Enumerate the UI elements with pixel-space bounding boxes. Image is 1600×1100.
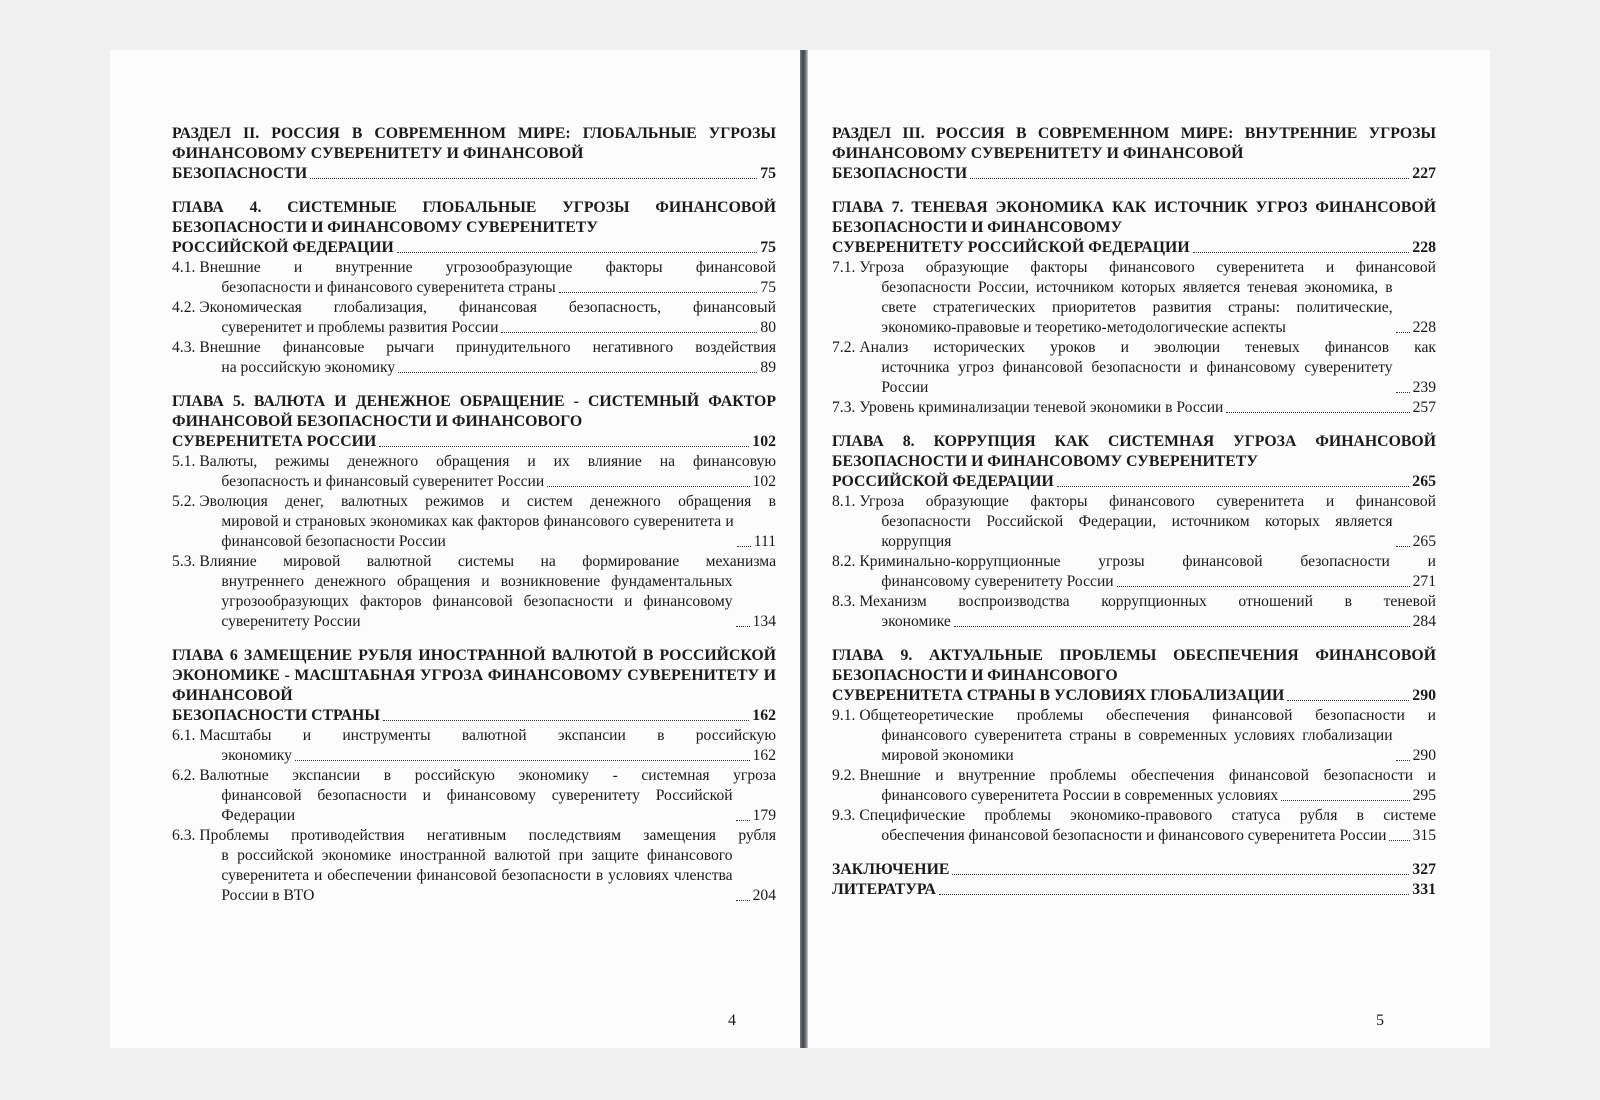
dot-leader [1193,252,1410,253]
toc-heading-last-line: СУВЕРЕНИТЕТА СТРАНЫ В УСЛОВИЯХ ГЛОБАЛИЗАЦИИ [832,687,1285,704]
toc-heading [832,646,1436,706]
toc-subentry-continuation [859,826,1436,846]
toc-subentry-number: 5.1. [172,453,196,470]
toc-heading-text: ГЛАВА 5. ВАЛЮТА И ДЕНЕЖНОЕ ОБРАЩЕНИЕ - СИСТЕМНЫЙ ФАКТОР ФИНАНСОВОЙ БЕЗОПАСНОСТИ И ФИНАНСОВОГО [172,393,776,430]
toc-subentry-body [859,338,1436,398]
toc-page-ref: 315 [1412,827,1436,844]
toc-subentry-body [199,258,776,298]
toc-subentry-body [199,552,776,632]
toc-subentry[interactable] [172,552,776,632]
toc-subentry-title: Специфические проблемы экономико-правового статуса рубля в системе [859,807,1436,824]
toc-heading-last-line: СУВЕРЕНИТЕТУ РОССИЙСКОЙ ФЕДЕРАЦИИ [832,239,1190,256]
toc-page-ref: 75 [760,165,776,182]
dot-leader [1287,700,1409,701]
toc-subentry-title-cont: в российской экономике иностранной валютой при защите финансового суверенитета и обеспечении финансовой безопасности в условиях членства России в ВТО [221,847,733,904]
toc-subentry-continuation [859,572,1436,592]
toc-subentry[interactable] [172,298,776,338]
toc-section [832,124,1436,184]
toc-subentry-title-cont: экономике [881,613,951,630]
toc-heading-entry[interactable] [172,432,776,452]
right-page-number: 5 [1376,1012,1384,1029]
toc-subentry-title: Общетеоретические проблемы обеспечения финансовой безопасности и [859,707,1436,724]
toc-subentry-number: 7.3. [832,399,856,416]
toc-subentry-title: Внешние и внутренние угрозообразующие факторы финансовой [199,259,776,276]
toc-heading-last-line: СУВЕРЕНИТЕТА РОССИИ [172,433,377,450]
toc-page-ref: 111 [753,533,776,550]
toc-subentry-number: 7.1. [832,259,856,276]
toc-subentry-title: Валютные экспансии в российскую экономику - системная угроза [199,767,776,784]
toc-heading-entry[interactable] [832,686,1436,706]
toc-page-ref: 239 [1412,379,1436,396]
toc-subentry-title-cont: мировой и страновых экономиках как факторов финансового суверенитета и финансовой безопасности России [221,513,734,550]
dot-leader [559,292,758,293]
toc-subentry-title-cont: финансового суверенитета России в современных условиях [881,787,1279,804]
toc-subentry-title: Анализ исторических уроков и эволюции теневых финансов как [859,339,1436,356]
toc-subentry-title: Механизм воспроизводства коррупционных отношений в теневой [859,593,1436,610]
toc-page-ref: 327 [1412,861,1436,878]
toc-heading-entry[interactable] [832,164,1436,184]
toc-page-ref: 295 [1412,787,1436,804]
toc-page-ref: 162 [752,707,776,724]
toc-subentry-number: 5.3. [172,553,196,570]
toc-heading [172,646,776,726]
dot-leader [501,332,757,333]
toc-heading-entry[interactable] [172,238,776,258]
toc-heading-text: ГЛАВА 7. ТЕНЕВАЯ ЭКОНОМИКА КАК ИСТОЧНИК УГРОЗ ФИНАНСОВОЙ БЕЗОПАСНОСТИ И ФИНАНСОВОМУ [832,199,1436,236]
toc-subentry-body [199,826,776,906]
dot-leader [397,252,757,253]
toc-subentry-line [881,786,1436,806]
right-page-toc [832,124,1436,914]
toc-heading [832,880,1436,900]
toc-subentry-title: Внешние финансовые рычаги принудительного негативного воздействия [199,339,776,356]
toc-page-ref: 290 [1412,687,1436,704]
toc-section [172,392,776,632]
toc-heading-entry[interactable] [172,164,776,184]
toc-subentry-body [199,298,776,338]
toc-subentry[interactable] [832,806,1436,846]
toc-subentry-title-cont: экономику [221,747,292,764]
toc-subentry-body [199,766,776,826]
toc-subentry-number: 7.2. [832,339,856,356]
toc-subentry-title-cont: обеспечения финансовой безопасности и финансового суверенитета России [881,827,1387,844]
toc-subentry[interactable] [832,552,1436,592]
dot-leader [970,178,1409,179]
toc-heading-last-line: РОССИЙСКОЙ ФЕДЕРАЦИИ [172,239,394,256]
toc-heading [832,124,1436,184]
toc-subentry-title-cont: безопасность и финансовый суверенитет России [221,473,545,490]
toc-subentry-title: Проблемы противодействия негативным последствиям замещения рубля [199,827,776,844]
dot-leader [295,760,750,761]
toc-page-ref: 134 [752,613,776,630]
toc-heading [832,432,1436,492]
toc-subentry-line [859,398,1436,418]
toc-page-ref: 162 [752,747,776,764]
toc-subentry-title: Криминально-коррупционные угрозы финансовой безопасности и [859,553,1436,570]
book-spine [800,50,808,1048]
toc-subentry-title-cont: на российскую экономику [221,359,396,376]
toc-subentry[interactable] [172,726,776,766]
toc-heading-last-line: РОССИЙСКОЙ ФЕДЕРАЦИИ [832,473,1054,490]
toc-subentry-line [881,358,1436,398]
toc-page-ref: 284 [1412,613,1436,630]
toc-subentry-number: 6.2. [172,767,196,784]
toc-heading [172,392,776,452]
toc-page-ref: 227 [1412,165,1436,182]
toc-subentry-body [199,726,776,766]
toc-subentry-continuation [199,746,776,766]
toc-subentry-number: 6.3. [172,827,196,844]
toc-subentry-body [199,452,776,492]
toc-page-ref: 228 [1412,239,1436,256]
toc-subentry-line [881,278,1436,338]
toc-subentry-title-cont: безопасности Российской Федерации, источником которых является коррупция [881,513,1393,550]
toc-page-ref: 271 [1412,573,1436,590]
toc-subentry-title-cont: финансовой безопасности и финансовому суверенитету Российской Федерации [221,787,733,824]
toc-subentry-title-cont: безопасности России, источником которых является теневая экономика, в свете стратегических приоритетов развития страны: политические, экономико-правовые и теоретико-методологические аспекты [881,279,1393,336]
toc-page-ref: 102 [752,433,776,450]
toc-heading-entry[interactable] [172,706,776,726]
toc-subentry-continuation [199,358,776,378]
toc-subentry[interactable] [832,592,1436,632]
toc-subentry-line [221,512,776,552]
toc-subentry-number: 8.3. [832,593,856,610]
toc-heading-entry[interactable] [832,860,1436,880]
toc-subentry-line [221,358,776,378]
toc-subentry[interactable] [832,258,1436,338]
dot-leader [310,178,757,179]
toc-subentry-body [859,706,1436,766]
toc-subentry-title: Угроза образующие факторы финансового суверенитета и финансовой [859,259,1436,276]
toc-subentry-title: Эволюция денег, валютных режимов и систем денежного обращения в [199,493,776,510]
toc-heading [172,124,776,184]
toc-heading-text: РАЗДЕЛ III. РОССИЯ В СОВРЕМЕННОМ МИРЕ: ВНУТРЕННИЕ УГРОЗЫ ФИНАНСОВОМУ СУВЕРЕНИТЕТУ И ФИНАНСОВОЙ [832,125,1436,162]
toc-heading-text: ГЛАВА 8. КОРРУПЦИЯ КАК СИСТЕМНАЯ УГРОЗА ФИНАНСОВОЙ БЕЗОПАСНОСТИ И ФИНАНСОВОМУ СУВЕРЕНИТЕТУ [832,433,1436,470]
toc-subentry-continuation [859,358,1436,398]
toc-subentry-line [221,846,776,906]
toc-section [832,860,1436,880]
toc-subentry-body [199,338,776,378]
toc-page-ref: 75 [760,239,776,256]
toc-subentry-body [859,398,1436,418]
toc-heading-entry[interactable] [832,880,1436,900]
toc-page-ref: 75 [760,279,776,296]
toc-subentry-line [221,278,776,298]
dot-leader [1396,332,1410,333]
toc-subentry-number: 9.1. [832,707,856,724]
toc-subentry-title-cont: источника угроз финансовой безопасности и финансовому суверенитету России [881,359,1393,396]
toc-subentry-line [881,726,1436,766]
toc-subentry[interactable] [832,398,1436,418]
dot-leader [736,820,750,821]
toc-subentry-line [881,512,1436,552]
toc-subentry-continuation [859,612,1436,632]
toc-subentry-number: 4.1. [172,259,196,276]
dot-leader [547,486,749,487]
toc-subentry-line [881,826,1436,846]
toc-subentry-title: Внешние и внутренние проблемы обеспечения финансовой безопасности и [859,767,1436,784]
toc-subentry-body [859,492,1436,552]
toc-subentry-number: 8.2. [832,553,856,570]
toc-page-ref: 265 [1412,533,1436,550]
toc-subentry-continuation [199,512,776,552]
left-page-toc [172,124,776,920]
toc-subentry-title: Угроза образующие факторы финансового суверенитета и финансовой [859,493,1436,510]
toc-page-ref: 102 [752,473,776,490]
toc-subentry-continuation [859,512,1436,552]
toc-subentry-continuation [199,318,776,338]
toc-subentry[interactable] [172,452,776,492]
toc-subentry-title: Экономическая глобализация, финансовая безопасность, финансовый [199,299,776,316]
toc-section [172,124,776,184]
toc-page-ref: 257 [1412,399,1436,416]
toc-subentry-title: Валюты, режимы денежного обращения и их влияние на финансовую [199,453,776,470]
toc-subentry-continuation [199,786,776,826]
toc-page-ref: 204 [752,887,776,904]
toc-subentry-continuation [199,278,776,298]
toc-subentry-title: Влияние мировой валютной системы на формирование механизма [199,553,776,570]
dot-leader [1396,546,1410,547]
toc-subentry-continuation [199,846,776,906]
dot-leader [1281,800,1409,801]
toc-heading-last-line: БЕЗОПАСНОСТИ [832,165,968,182]
toc-page-ref: 290 [1412,747,1436,764]
dot-leader [736,626,750,627]
toc-subentry-number: 9.2. [832,767,856,784]
toc-subentry[interactable] [172,766,776,826]
toc-page-ref: 331 [1412,881,1436,898]
toc-section [172,198,776,378]
dot-leader [954,626,1410,627]
toc-subentry[interactable] [832,706,1436,766]
toc-subentry-number: 5.2. [172,493,196,510]
toc-subentry-body [859,766,1436,806]
toc-heading-last-line: БЕЗОПАСНОСТИ СТРАНЫ [172,707,380,724]
toc-page-ref: 80 [760,319,776,336]
toc-subentry[interactable] [832,492,1436,552]
toc-subentry-line [881,612,1436,632]
toc-heading-text: РАЗДЕЛ II. РОССИЯ В СОВРЕМЕННОМ МИРЕ: ГЛОБАЛЬНЫЕ УГРОЗЫ ФИНАНСОВОМУ СУВЕРЕНИТЕТУ И ФИНАНСОВОЙ [172,125,776,162]
toc-section [172,646,776,906]
toc-subentry-continuation [859,726,1436,766]
dot-leader [737,546,751,547]
toc-subentry-number: 9.3. [832,807,856,824]
toc-subentry[interactable] [832,766,1436,806]
toc-subentry-title-cont: суверенитет и проблемы развития России [221,319,499,336]
toc-subentry[interactable] [172,492,776,552]
toc-subentry-line [881,572,1436,592]
dot-leader [952,874,1409,875]
dot-leader [1226,412,1409,413]
dot-leader [736,900,750,901]
toc-section [832,646,1436,846]
toc-subentry-line [221,472,776,492]
toc-section [832,432,1436,632]
dot-leader [1057,486,1409,487]
dot-leader [1117,586,1410,587]
toc-subentry-body [859,806,1436,846]
toc-page-ref: 228 [1412,319,1436,336]
toc-heading-entry[interactable] [832,238,1436,258]
toc-subentry-title-cont: финансовому суверенитету России [881,573,1114,590]
toc-heading-last-line: БЕЗОПАСНОСТИ [172,165,308,182]
dot-leader [1396,392,1410,393]
toc-page-ref: 89 [760,359,776,376]
toc-section [832,880,1436,900]
toc-heading-entry[interactable] [832,472,1436,492]
toc-subentry-number: 4.2. [172,299,196,316]
toc-subentry-title: Уровень криминализации теневой экономики в России [859,399,1224,416]
toc-subentry-line [221,572,776,632]
toc-heading [172,198,776,258]
toc-subentry-body [859,552,1436,592]
dot-leader [398,372,757,373]
toc-subentry-continuation [199,472,776,492]
toc-heading-last-line: ЛИТЕРАТУРА [832,881,936,898]
toc-heading-text: ГЛАВА 4. СИСТЕМНЫЕ ГЛОБАЛЬНЫЕ УГРОЗЫ ФИНАНСОВОЙ БЕЗОПАСНОСТИ И ФИНАНСОВОМУ СУВЕРЕНИТЕТУ [172,199,776,236]
toc-subentry-number: 4.3. [172,339,196,356]
toc-heading-last-line: ЗАКЛЮЧЕНИЕ [832,861,950,878]
toc-subentry-body [199,492,776,552]
toc-subentry-continuation [199,572,776,632]
toc-subentry-line [221,318,776,338]
toc-section [832,198,1436,418]
toc-subentry-title: Масштабы и инструменты валютной экспансии в российскую [199,727,776,744]
dot-leader [939,894,1409,895]
toc-subentry[interactable] [832,338,1436,398]
toc-subentry-title-cont: финансового суверенитета страны в современных условиях глобализации мировой экономики [881,727,1393,764]
toc-subentry[interactable] [172,826,776,906]
toc-subentry-line [221,746,776,766]
toc-heading-text: ГЛАВА 9. АКТУАЛЬНЫЕ ПРОБЛЕМЫ ОБЕСПЕЧЕНИЯ ФИНАНСОВОЙ БЕЗОПАСНОСТИ И ФИНАНСОВОГО [832,647,1436,684]
toc-subentry-continuation [859,786,1436,806]
toc-subentry[interactable] [172,338,776,378]
toc-page-ref: 179 [752,807,776,824]
toc-subentry-body [859,258,1436,338]
toc-heading-text: ГЛАВА 6 ЗАМЕЩЕНИЕ РУБЛЯ ИНОСТРАННОЙ ВАЛЮТОЙ В РОССИЙСКОЙ ЭКОНОМИКЕ - МАСШТАБНАЯ УГРОЗА ФИНАНСОВОМУ СУВЕРЕНИТЕТУ И ФИНАНСОВОЙ [172,647,776,704]
dot-leader [383,720,749,721]
toc-subentry-title-cont: безопасности и финансового суверенитета страны [221,279,556,296]
toc-subentry[interactable] [172,258,776,298]
toc-subentry-line [221,786,776,826]
toc-subentry-body [859,592,1436,632]
toc-page-ref: 265 [1412,473,1436,490]
toc-heading [832,860,1436,880]
dot-leader [1389,840,1409,841]
toc-heading [832,198,1436,258]
dot-leader [379,446,749,447]
toc-subentry-title-cont: внутреннего денежного обращения и возникновение фундаментальных угрозообразующих факторов финансовой безопасности и финансовому суверенитету России [221,573,733,630]
toc-subentry-number: 8.1. [832,493,856,510]
left-page-number: 4 [728,1012,736,1029]
toc-subentry-number: 6.1. [172,727,196,744]
toc-subentry-continuation [859,278,1436,338]
dot-leader [1396,760,1410,761]
